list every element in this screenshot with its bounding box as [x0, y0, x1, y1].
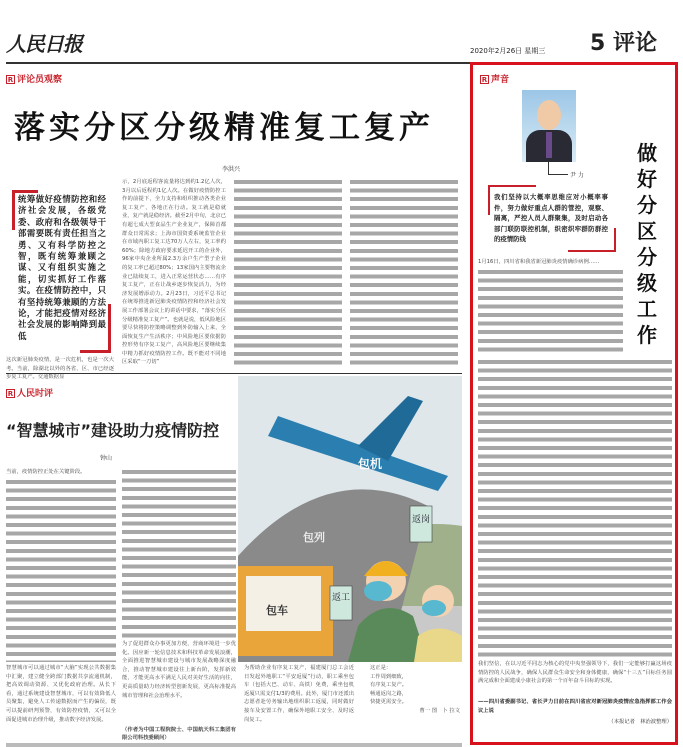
- sidebar-title: 做好分区分级工作: [637, 141, 657, 347]
- author-note: （作者为中国工程院院士、中国航天科工集团有限公司科技委顾问）: [122, 727, 236, 741]
- cartoon-illustration: [238, 376, 462, 662]
- r-logo-icon: R: [7, 390, 14, 398]
- poem-line: 这正是：: [370, 665, 392, 671]
- label-text: 评论员观察: [17, 75, 63, 85]
- newspaper-logo: 人民日报: [6, 32, 82, 56]
- r-logo-icon: R: [481, 76, 488, 84]
- sidebar-body-end: 我们坚信，在以习近平同志为核心的党中央坚强领导下，我们一定能够打赢这场疫情防控的人民战争，确保人民群众生命安全和身体健康，确保“十三五”目标任务圆满完成和全面建成小康社会的第一个百年奋斗目标的实现。: [478, 661, 672, 685]
- sidebar-pullquote: 我们坚持以大概率思维应对小概率事件，努力做好重点人群的管控，观察、隔离，严控人员人群聚集，及时启动各部门联防联控机制，织密织牢群防群控的疫情防线: [494, 193, 608, 243]
- article-column: 示，2月底返程客流量将达到约1.2亿人次，3月以后返程约1亿人次。在做好疫情防控工作的前提下，全力支持和组织推动各类企业复工复产，各地正在行动。复工就是稳就业，复产就是稳经济。截至2月中旬，北京已有超七成大型食品生产企业复产，保障首都群众日常需求；上海市国资委系统监管企业在市域内职工复工达70万人左右，复工率约60%；除地方政府要求延迟开工的企业外，96家中央企业所属2.3万余户生产型子企业的复工率已超过80%；13家国内主要物流企业已陆续复工，进入正常运营状态……有序复工复产，正在让战乡逐步恢复活力，为经济发展增添动力。2月23日，习近平总书记在统筹推进新冠肺炎疫情防控和经济社会发展工作部署会议上的讲话中要求，“落实分区分级精准复工复产”。也就是说，低风险地区要尽快将防控策略调整到外防输入上来，全面恢复生产生活秩序；中风险地区要依据防控形势有序复工复产，高风险地区要继续集中精力抓好疫情防控工作。既不能对不同地区采取“一刀切”: [122, 179, 227, 366]
- page-section: 5 评论: [590, 31, 657, 56]
- quote-corner: [488, 185, 536, 187]
- r-logo-icon: R: [7, 76, 14, 84]
- article-column-text: [350, 178, 458, 368]
- cartoon-credit: 曹一 图 卜 拉文: [419, 707, 460, 714]
- quote-corner: [80, 350, 110, 353]
- poem-line: 有序复工复产。: [370, 682, 408, 689]
- train-label: 包列: [303, 531, 325, 544]
- author: 钟山: [100, 455, 113, 462]
- sidebar-body-text: [478, 268, 623, 353]
- quote-corner: [108, 304, 111, 353]
- headline: “智慧城市”建设助力疫情防控: [6, 421, 220, 440]
- quote-corner: [568, 250, 616, 252]
- sign-return-work: 返工: [331, 593, 351, 603]
- sign-return-post: 返岗: [411, 515, 431, 525]
- article-column-text: [234, 178, 342, 368]
- attribution: ——四川省委副书记、省长尹力日前在四川省应对新冠肺炎疫情应急指挥部工作会议上说: [478, 699, 672, 714]
- person-name: 尹 力: [570, 172, 584, 179]
- quote-corner: [488, 185, 490, 215]
- cartoon-caption: 为帮助企业有序复工复产，福建厦门总工会近日发起外地职工“平安返厦”行动，职工乘坐包车（包括大巴、动车、高铁）免费，乘坐包机返厦只需支付1/3的费用。此外，厦门市还派出志愿者赴劳务输出地组织职工返厦，同时做好接车及安置工作，确保外地职工安全、及时返岗复工。: [244, 665, 354, 723]
- headline: 落实分区分级精准复工复产: [14, 110, 434, 146]
- label-text: 人民时评: [17, 389, 54, 399]
- column-label-commentator: [6, 72, 62, 85]
- column-label-people-review: [6, 386, 53, 399]
- poem-line: 快捷更需安全。: [370, 699, 408, 706]
- editor-credit: （本报记者 林治波整理）: [608, 719, 672, 725]
- name-leader: [548, 162, 549, 174]
- column-label-voice: [480, 72, 509, 85]
- quote-corner: [12, 190, 38, 193]
- bottom-bar: [6, 743, 462, 747]
- plane-label: 包机: [358, 457, 383, 471]
- article-column: 智慧城市可以通过城市“大脑”实现公共数据集中汇聚，建立健全跨部门数据共享流通机制，把高效调动资源、又优化政府治理。从长下看，通过系统建设智慧城市，可以有效降低人员聚集，避免人工传递数据而产生的偏误，既可以提前研判预警，有效防控疫情，又可以全面促进城市治理升级，推动数字经济发展。: [6, 665, 116, 723]
- article-lead: 当前，疫情防控正处在关键阶段。: [6, 469, 86, 475]
- pullquote: 统筹做好疫情防控和经济社会发展，各级党委、政府和各级领导干部需要既有责任担当之勇、又有科学防控之智，既有统筹兼顾之谋、又有组织实施之能，切实抓好工作落实。在疫情防控中，只有坚持统筹兼顾的方法论，才能把疫情对经济社会发展的影响降到最低: [18, 194, 106, 341]
- portrait-photo: [522, 90, 576, 162]
- label-text: 声音: [491, 75, 510, 85]
- author: 李洪兴: [222, 166, 241, 173]
- sidebar-body-text: [478, 358, 672, 658]
- quote-corner: [614, 228, 616, 252]
- sidebar-body-start: 1月16日，四川省和我省新冠肺炎疫情确诊病例……: [478, 259, 600, 265]
- name-leader: [548, 174, 568, 175]
- issue-date: 2020年2月26日 星期三: [470, 47, 546, 55]
- poem-line: 畅通返岗之路，: [370, 690, 408, 697]
- bus-label: 包车: [266, 604, 288, 617]
- article-column-text: [6, 478, 116, 662]
- quote-corner: [12, 190, 15, 230]
- cartoon-poem: [370, 664, 460, 716]
- poem-line: 工作周到细致，: [370, 673, 408, 680]
- article-column-text: [122, 468, 236, 638]
- section-rule: [6, 373, 462, 374]
- article-column: 为了促进群众办事更加方便，营商环境进一步优化。因应新一轮信息技术和科技革命发展浪潮，全面推进智慧城市建设与城市发展战略深度融合，推动智慧城市建设往上新台阶，发挥新效能，才能更高水平满足人民对美好生活的向往，更高质量助力经济转型创新发展，更高标准提高城市管理和社会治理水平。: [122, 641, 236, 699]
- article-lead: 这次新冠肺炎疫情，是一次危机，也是一次大考。当前，除湖北以外的各省、区、市已经逐步复工复产。交通数据显: [6, 357, 114, 381]
